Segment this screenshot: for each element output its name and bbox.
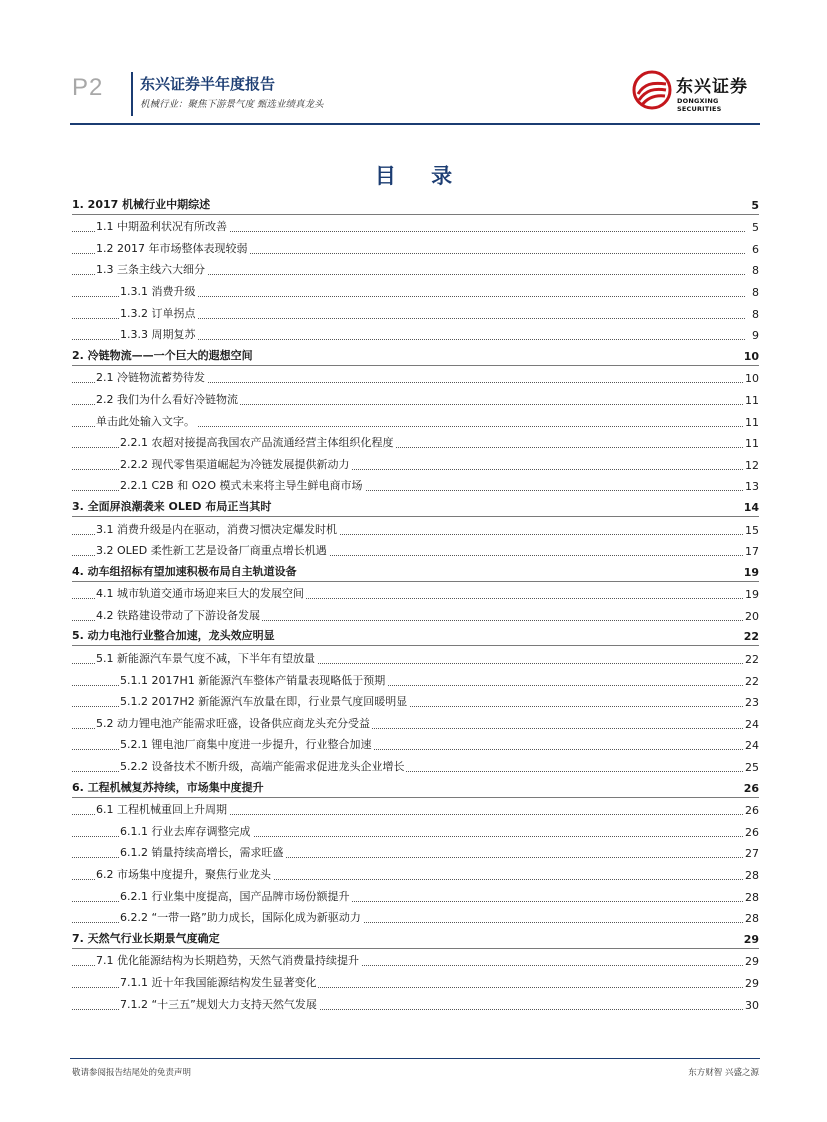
toc-entry-page: 23 bbox=[745, 696, 759, 710]
toc-entry[interactable] bbox=[72, 754, 759, 776]
toc-entry[interactable] bbox=[72, 452, 759, 474]
toc-entry[interactable] bbox=[72, 431, 759, 453]
toc-entry-title: 5.2.1 锂电池厂商集中度进一步提升，行业整合加速 bbox=[120, 738, 372, 752]
logo-mark-icon bbox=[632, 70, 672, 110]
toc-entry-page: 8 bbox=[752, 307, 759, 321]
toc-entry-title: 1.1 中期盈利状况有所改善 bbox=[96, 220, 227, 234]
logo-text-en: DONGXING SECURITIES bbox=[677, 97, 722, 113]
toc-entry-title: 7.1.2 “十三五”规划大力支持天然气发展 bbox=[120, 997, 317, 1011]
toc-entry-title: 1.3.3 周期复苏 bbox=[120, 328, 196, 342]
toc-entry[interactable] bbox=[72, 323, 759, 345]
toc-entry-title: 4.2 铁路建设带动了下游设备发展 bbox=[96, 608, 260, 622]
toc-entry-page: 26 bbox=[745, 804, 759, 818]
toc-entry[interactable] bbox=[72, 409, 759, 431]
header-divider bbox=[131, 72, 133, 116]
toc-entry-page: 12 bbox=[745, 458, 759, 472]
toc-entry-title: 7. 天然气行业长期景气度确定 bbox=[72, 931, 220, 945]
toc-entry[interactable] bbox=[72, 279, 759, 301]
toc-entry-title: 4. 动车组招标有望加速积极布局自主轨道设备 bbox=[72, 564, 297, 578]
toc-entry-page: 5 bbox=[752, 221, 759, 235]
toc-entry[interactable] bbox=[72, 646, 759, 668]
toc-entry-title: 4.1 城市轨道交通市场迎来巨大的发展空间 bbox=[96, 587, 304, 601]
toc-title: 目 录 bbox=[374, 164, 467, 188]
toc-entry-page: 20 bbox=[745, 609, 759, 623]
toc-entry-page: 11 bbox=[745, 393, 759, 407]
toc-entry-page: 26 bbox=[745, 825, 759, 839]
toc-entry[interactable] bbox=[72, 819, 759, 841]
logo-text-cn: 东兴证券 bbox=[676, 77, 748, 97]
toc-entry-title: 5.1 新能源汽车景气度不减，下半年有望放量 bbox=[96, 652, 315, 666]
toc-entry-page: 22 bbox=[745, 674, 759, 688]
toc-entry-title: 2.1 冷链物流蓄势待发 bbox=[96, 371, 205, 385]
toc-entry-page: 8 bbox=[752, 285, 759, 299]
toc-entry-title: 5.1.1 2017H1 新能源汽车整体产销量表现略低于预期 bbox=[120, 673, 386, 687]
toc-entry-page: 29 bbox=[743, 932, 759, 946]
toc-entry-page: 14 bbox=[743, 500, 759, 514]
toc-entry-title: 2.2.1 C2B 和 O2O 模式未来将主导生鲜电商市场 bbox=[120, 479, 363, 493]
toc-entry-title: 2.2.1 农超对接提高我国农产品流通经营主体组织化程度 bbox=[120, 436, 394, 450]
toc-entry[interactable] bbox=[72, 366, 759, 388]
report-subtitle: 机械行业：聚焦下游景气度 甄选业绩真龙头 bbox=[140, 99, 324, 110]
toc-entry-page: 26 bbox=[743, 781, 759, 795]
toc-entry-page: 10 bbox=[745, 372, 759, 386]
toc-entry-title: 7.1.1 近十年我国能源结构发生显著变化 bbox=[120, 975, 317, 989]
toc-entry-page: 25 bbox=[745, 761, 759, 775]
toc-entry[interactable] bbox=[72, 906, 759, 928]
toc-entry[interactable] bbox=[72, 387, 759, 409]
toc-entry-title: 5.2.2 设备技术不断升级，高端产能需求促进龙头企业增长 bbox=[120, 760, 405, 774]
toc-entry[interactable] bbox=[72, 862, 759, 884]
toc-entry-title: 1.2 2017 年市场整体表现较弱 bbox=[96, 241, 248, 255]
toc-entry-page: 15 bbox=[745, 523, 759, 537]
toc-entry-title: 1.3 三条主线六大细分 bbox=[96, 263, 205, 277]
toc-entry[interactable] bbox=[72, 582, 759, 604]
toc-entry[interactable] bbox=[72, 970, 759, 992]
toc-entry[interactable] bbox=[72, 344, 759, 366]
footer-rule bbox=[70, 1058, 760, 1059]
toc-entry-title: 3.1 消费升级是内在驱动，消费习惯决定爆发时机 bbox=[96, 522, 337, 536]
toc-entry-page: 11 bbox=[745, 415, 759, 429]
toc-entry-title: 2.2.2 现代零售渠道崛起为冷链发展提供新动力 bbox=[120, 457, 350, 471]
toc-entry[interactable] bbox=[72, 668, 759, 690]
toc-entry[interactable] bbox=[72, 236, 759, 258]
toc-entry[interactable] bbox=[72, 474, 759, 496]
footer-slogan: 东方财智 兴盛之源 bbox=[688, 1068, 759, 1078]
toc-entry[interactable] bbox=[72, 884, 759, 906]
toc-entry-page: 10 bbox=[743, 349, 759, 363]
toc-entry[interactable] bbox=[72, 927, 759, 949]
toc-entry[interactable] bbox=[72, 258, 759, 280]
toc-entry-title: 3. 全面屏浪潮袭来 OLED 布局正当其时 bbox=[72, 499, 272, 513]
toc-entry-page: 6 bbox=[752, 242, 759, 256]
toc-entry[interactable] bbox=[72, 215, 759, 237]
toc-entry-title: 6.2.1 行业集中度提高，国产品牌市场份额提升 bbox=[120, 889, 350, 903]
header-rule bbox=[70, 123, 760, 125]
report-title: 东兴证券半年度报告 bbox=[140, 75, 276, 93]
toc-entry-page: 11 bbox=[745, 437, 759, 451]
toc-entry-page: 30 bbox=[745, 998, 759, 1012]
toc-entry-title: 6.2 市场集中度提升，聚焦行业龙头 bbox=[96, 868, 271, 881]
toc-entry-title: 1. 2017 机械行业中期综述 bbox=[72, 197, 211, 211]
toc-entry-title: 6.1.1 行业去库存调整完成 bbox=[120, 824, 251, 838]
toc-entry-page: 29 bbox=[745, 955, 759, 969]
footer-disclaimer: 敬请参阅报告结尾处的免责声明 bbox=[72, 1068, 192, 1078]
toc-entry-title: 5. 动力电池行业整合加速，龙头效应明显 bbox=[72, 629, 275, 643]
toc-entry-title: 5.2 动力锂电池产能需求旺盛，设备供应商龙头充分受益 bbox=[96, 716, 370, 730]
toc-entry-page: 24 bbox=[745, 739, 759, 753]
toc-entry-title: 6.2.2 “一带一路”助力成长，国际化成为新驱动力 bbox=[120, 911, 361, 925]
toc-entry[interactable] bbox=[72, 301, 759, 323]
toc-entry[interactable] bbox=[72, 517, 759, 539]
page-number: P2 bbox=[72, 74, 104, 101]
toc-entry[interactable] bbox=[72, 711, 759, 733]
toc-entry-title: 单击此处输入文字。 bbox=[96, 414, 195, 428]
toc-entry-title: 1.3.2 订单拐点 bbox=[120, 306, 196, 320]
toc-entry-title: 6.1.2 销量持续高增长，需求旺盛 bbox=[120, 846, 284, 860]
table-of-contents bbox=[72, 193, 759, 1014]
toc-entry-page: 17 bbox=[745, 545, 759, 559]
toc-entry-title: 5.1.2 2017H2 新能源汽车放量在即，行业景气度回暖明显 bbox=[120, 695, 408, 709]
dongxing-logo bbox=[632, 70, 762, 112]
toc-entry[interactable] bbox=[72, 992, 759, 1014]
toc-entry-page: 22 bbox=[743, 630, 759, 644]
toc-entry-title: 6. 工程机械复苏持续，市场集中度提升 bbox=[72, 780, 264, 794]
toc-entry-page: 27 bbox=[745, 847, 759, 861]
toc-entry-title: 6.1 工程机械重回上升周期 bbox=[96, 803, 227, 817]
toc-entry-page: 28 bbox=[745, 869, 759, 882]
toc-entry-title: 7.1 优化能源结构为长期趋势，天然气消费量持续提升 bbox=[96, 954, 359, 968]
toc-entry-title: 3.2 OLED 柔性新工艺是设备厂商重点增长机遇 bbox=[96, 544, 327, 558]
toc-entry[interactable] bbox=[72, 776, 759, 798]
toc-entry-page: 5 bbox=[751, 198, 759, 212]
toc-entry-page: 22 bbox=[745, 653, 759, 667]
toc-entry[interactable] bbox=[72, 560, 759, 582]
toc-entry[interactable] bbox=[72, 603, 759, 625]
toc-entry-page: 9 bbox=[752, 329, 759, 343]
toc-entry[interactable] bbox=[72, 949, 759, 971]
toc-entry[interactable] bbox=[72, 539, 759, 561]
toc-entry[interactable] bbox=[72, 798, 759, 820]
toc-entry-page: 28 bbox=[745, 890, 759, 904]
toc-entry-title: 2.2 我们为什么看好冷链物流 bbox=[96, 392, 238, 406]
toc-entry-page: 29 bbox=[745, 976, 759, 990]
toc-entry-page: 19 bbox=[745, 588, 759, 602]
toc-entry-page: 24 bbox=[745, 717, 759, 731]
toc-entry-title: 2. 冷链物流——一个巨大的遐想空间 bbox=[72, 348, 253, 362]
toc-entry-title: 1.3.1 消费升级 bbox=[120, 284, 196, 298]
toc-entry[interactable] bbox=[72, 841, 759, 863]
toc-entry-page: 13 bbox=[745, 480, 759, 494]
toc-entry-page: 8 bbox=[752, 264, 759, 278]
toc-entry[interactable] bbox=[72, 193, 759, 215]
toc-entry-page: 28 bbox=[745, 912, 759, 926]
toc-entry[interactable] bbox=[72, 495, 759, 517]
toc-entry-page: 19 bbox=[743, 565, 759, 579]
toc-entry[interactable] bbox=[72, 733, 759, 755]
toc-entry[interactable] bbox=[72, 625, 759, 647]
toc-entry[interactable] bbox=[72, 690, 759, 712]
